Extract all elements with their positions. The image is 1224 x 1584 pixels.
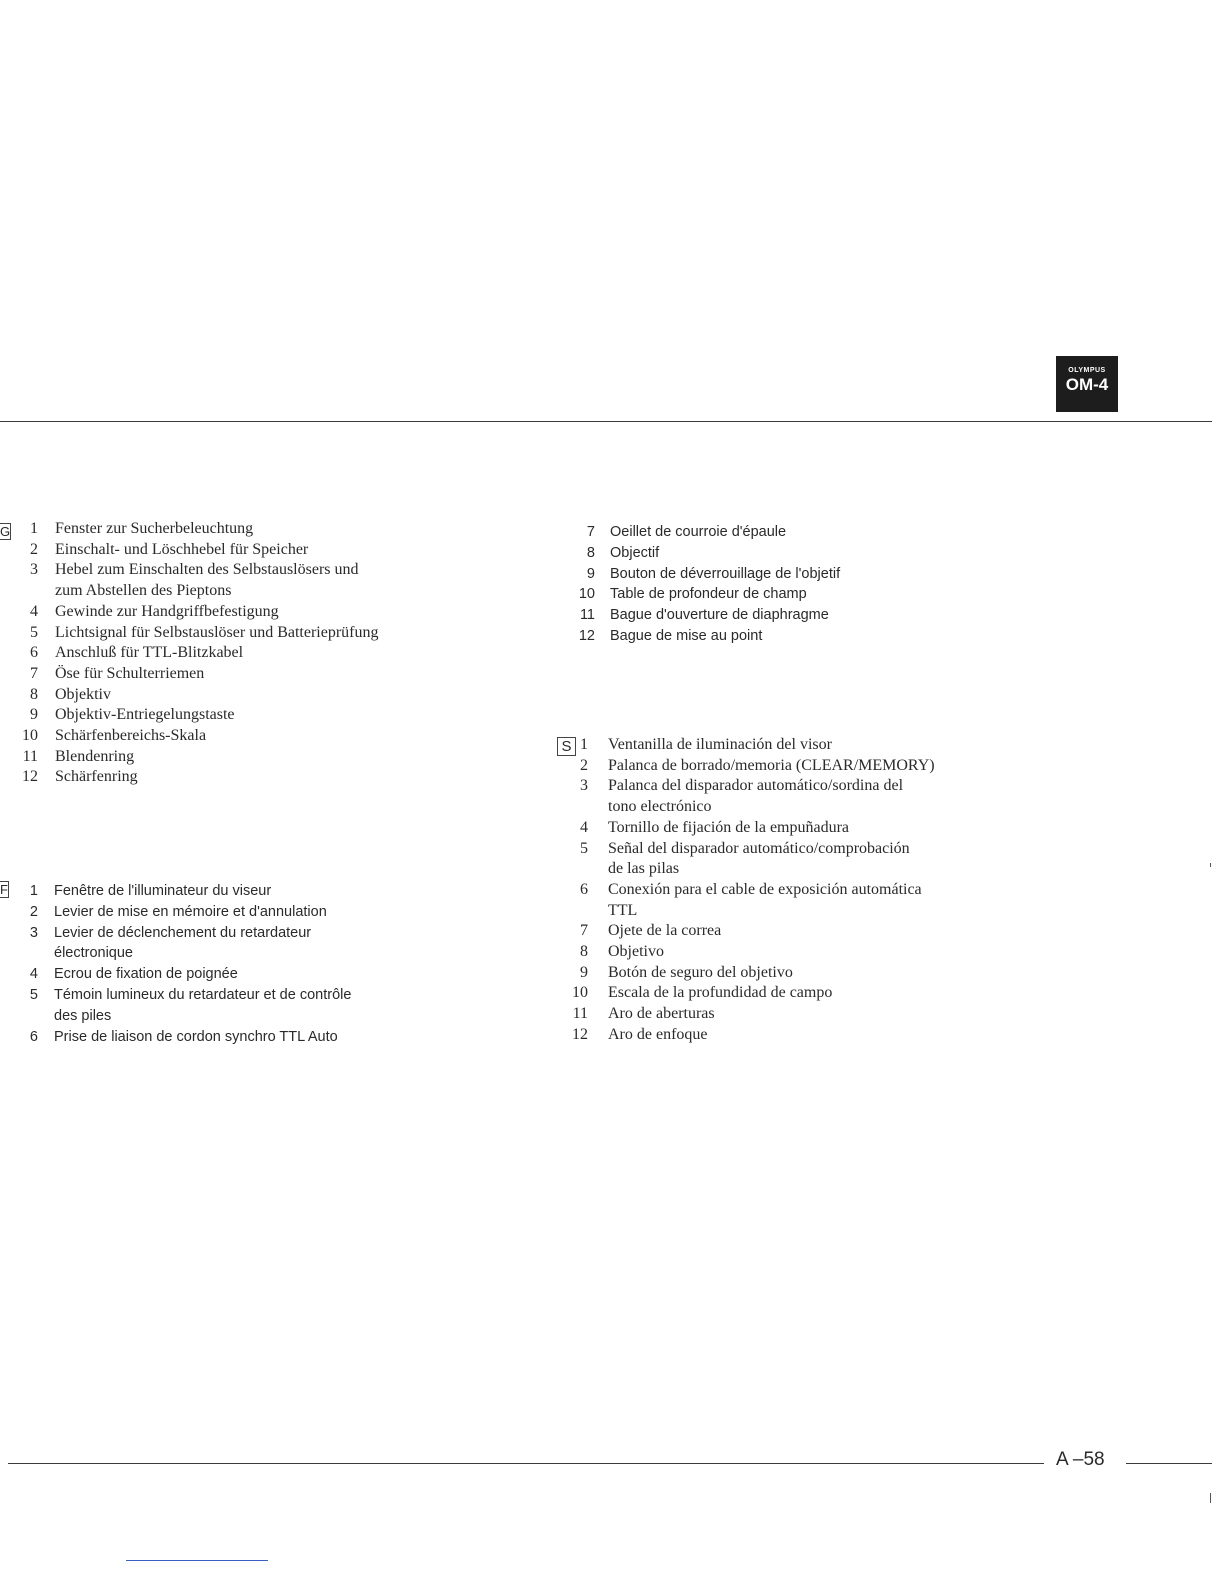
item-number: 12 bbox=[578, 627, 595, 644]
bottom-divider-left bbox=[8, 1463, 1044, 1464]
list-item bbox=[0, 923, 520, 944]
item-text: Botón de seguro del objetivo bbox=[608, 963, 793, 981]
list-item bbox=[0, 664, 520, 685]
item-text: Schärfenring bbox=[55, 768, 138, 786]
item-text: Levier de déclenchement du retardateur bbox=[54, 924, 312, 941]
item-text: Table de profondeur de champ bbox=[610, 586, 807, 603]
item-number: 9 bbox=[586, 565, 595, 582]
item-number: 4 bbox=[30, 602, 38, 620]
item-text: Objektiv-Entriegelungstaste bbox=[55, 706, 235, 724]
list-item bbox=[556, 880, 1056, 901]
item-number bbox=[0, 581, 38, 602]
item-text: Aro de enfoque bbox=[608, 1025, 708, 1043]
list-item bbox=[0, 560, 520, 581]
item-text: Palanca de borrado/memoria (CLEAR/MEMORY) bbox=[608, 756, 935, 774]
item-number: 3 bbox=[30, 561, 38, 579]
list-item bbox=[556, 859, 1056, 880]
list-item bbox=[0, 705, 520, 726]
item-number: 11 bbox=[22, 747, 38, 765]
item-text: de las pilas bbox=[608, 860, 680, 878]
item-number bbox=[556, 797, 588, 818]
list-item bbox=[556, 942, 1056, 963]
item-text: Objetivo bbox=[608, 943, 664, 961]
item-number: 9 bbox=[30, 706, 38, 724]
scan-mark bbox=[1210, 1493, 1211, 1503]
item-text: Bague de mise au point bbox=[610, 627, 763, 644]
list-item bbox=[556, 963, 1056, 984]
page-number: A –58 bbox=[1056, 1449, 1105, 1470]
item-text: Hebel zum Einschalten des Selbstauslösers und bbox=[55, 561, 359, 579]
list-item bbox=[0, 985, 520, 1006]
item-number bbox=[556, 859, 588, 880]
item-text: zum Abstellen des Pieptons bbox=[55, 582, 232, 600]
item-number: 5 bbox=[580, 839, 588, 857]
item-text: Señal del disparador automático/comprobación bbox=[608, 839, 910, 857]
item-text: Palanca del disparador automático/sordina del bbox=[608, 777, 904, 795]
item-number: 3 bbox=[580, 777, 588, 795]
list-item bbox=[556, 818, 1056, 839]
top-divider bbox=[0, 421, 1212, 422]
item-number bbox=[0, 943, 38, 964]
item-number: 1 bbox=[29, 883, 38, 899]
list-item bbox=[556, 901, 1056, 922]
item-text: Öse für Schulterriemen bbox=[55, 664, 205, 682]
item-text: TTL bbox=[608, 901, 638, 919]
item-number: 4 bbox=[580, 818, 588, 836]
list-item bbox=[0, 685, 520, 706]
list-item bbox=[0, 643, 520, 664]
list-item bbox=[556, 839, 1056, 860]
list-item bbox=[0, 964, 520, 985]
item-number bbox=[0, 1006, 38, 1027]
list-item bbox=[0, 747, 520, 768]
list-item bbox=[0, 602, 520, 623]
item-number: 6 bbox=[29, 1028, 38, 1045]
item-number: 10 bbox=[22, 727, 38, 745]
list-item bbox=[0, 881, 520, 902]
item-number: 6 bbox=[30, 644, 38, 662]
item-text: Objectif bbox=[610, 544, 660, 561]
item-text: Bouton de déverrouillage de l'objetif bbox=[610, 565, 841, 582]
item-text: Schärfenbereichs-Skala bbox=[55, 727, 207, 745]
item-text: Ojete de la correa bbox=[608, 922, 722, 940]
item-text: Fenster zur Sucherbeleuchtung bbox=[55, 520, 254, 537]
list-item bbox=[556, 1004, 1056, 1025]
item-number: 6 bbox=[580, 880, 588, 898]
olympus-om4-logo bbox=[1056, 356, 1118, 412]
logo-brand: OLYMPUS bbox=[1068, 367, 1106, 374]
item-text: tono electrónico bbox=[608, 798, 712, 816]
list-item bbox=[0, 581, 520, 602]
footer-link-line bbox=[126, 1560, 268, 1561]
item-number: 5 bbox=[30, 623, 38, 641]
item-number: 8 bbox=[586, 544, 595, 561]
item-number: 10 bbox=[572, 984, 588, 1002]
list-item bbox=[0, 623, 520, 644]
item-number: 8 bbox=[30, 685, 38, 703]
list-item bbox=[556, 776, 1056, 797]
item-text: Gewinde zur Handgriffbefestigung bbox=[55, 602, 279, 620]
logo-model: OM-4 bbox=[1065, 375, 1109, 394]
item-text: Objektiv bbox=[55, 685, 111, 703]
item-text: Prise de liaison de cordon synchro TTL Auto bbox=[54, 1028, 338, 1045]
list-item bbox=[556, 543, 936, 564]
item-number: 1 bbox=[30, 520, 38, 537]
list-item bbox=[556, 584, 936, 605]
list-item bbox=[556, 983, 1056, 1004]
list-item bbox=[0, 902, 520, 923]
list-item bbox=[556, 605, 936, 626]
item-number: 7 bbox=[586, 524, 595, 540]
list-item bbox=[556, 564, 936, 585]
item-text: électronique bbox=[54, 945, 133, 962]
item-text: Ventanilla de iluminación del visor bbox=[608, 736, 832, 753]
item-number: 9 bbox=[580, 963, 588, 981]
spanish-section-marker: S bbox=[557, 737, 576, 756]
list-item bbox=[0, 519, 520, 540]
item-number: 12 bbox=[572, 1025, 588, 1043]
item-text: Oeillet de courroie d'épaule bbox=[610, 524, 787, 540]
item-text: Témoin lumineux du retardateur et de contrôle bbox=[54, 986, 352, 1003]
list-item bbox=[556, 756, 1056, 777]
list-item bbox=[0, 1027, 520, 1048]
item-number: 4 bbox=[29, 966, 38, 983]
item-number: 10 bbox=[578, 586, 595, 603]
item-number: 2 bbox=[30, 540, 38, 558]
item-number: 2 bbox=[580, 756, 588, 774]
list-item bbox=[0, 767, 520, 788]
item-text: Aro de aberturas bbox=[608, 1005, 715, 1023]
list-item bbox=[556, 626, 936, 647]
list-item bbox=[556, 1025, 1056, 1046]
item-text: Tornillo de fijación de la empuñadura bbox=[608, 818, 850, 836]
list-item bbox=[556, 797, 1056, 818]
spanish-parts-list bbox=[556, 735, 1056, 1046]
item-text: Bague d'ouverture de diaphragme bbox=[610, 607, 829, 624]
item-text: Ecrou de fixation de poignée bbox=[54, 966, 238, 983]
list-item bbox=[556, 522, 936, 543]
item-text: Levier de mise en mémoire et d'annulation bbox=[54, 903, 327, 920]
item-number: 7 bbox=[30, 664, 38, 682]
item-text: Anschluß für TTL-Blitzkabel bbox=[55, 644, 244, 662]
item-text: Einschalt- und Löschhebel für Speicher bbox=[55, 540, 309, 558]
item-number: 11 bbox=[572, 1005, 588, 1023]
item-number: 12 bbox=[22, 768, 38, 786]
list-item bbox=[556, 735, 1056, 756]
scan-mark bbox=[1210, 863, 1211, 867]
item-text: Escala de la profundidad de campo bbox=[608, 984, 833, 1002]
item-number: 7 bbox=[580, 922, 588, 940]
german-parts-list bbox=[0, 519, 520, 788]
french-section-marker: F bbox=[0, 882, 8, 897]
item-number: 1 bbox=[580, 736, 588, 753]
french-parts-list-right bbox=[556, 522, 936, 647]
list-item bbox=[0, 726, 520, 747]
list-item bbox=[0, 540, 520, 561]
german-section-marker: G bbox=[0, 524, 11, 539]
list-item bbox=[0, 943, 520, 964]
french-parts-list-left bbox=[0, 881, 520, 1047]
item-number: 3 bbox=[29, 924, 38, 941]
item-text: Blendenring bbox=[55, 747, 135, 765]
item-number: 11 bbox=[579, 607, 595, 624]
bottom-divider-right bbox=[1126, 1463, 1212, 1464]
item-text: Lichtsignal für Selbstauslöser und Batterieprüfung bbox=[55, 623, 379, 641]
item-number: 5 bbox=[29, 986, 38, 1003]
item-number bbox=[556, 901, 588, 922]
item-text: Conexión para el cable de exposición automática bbox=[608, 880, 922, 898]
item-text: Fenêtre de l'illuminateur du viseur bbox=[54, 883, 272, 899]
list-item bbox=[556, 921, 1056, 942]
list-item bbox=[0, 1006, 520, 1027]
item-number: 2 bbox=[29, 903, 38, 920]
item-number: 8 bbox=[580, 943, 588, 961]
item-text: des piles bbox=[54, 1007, 112, 1024]
